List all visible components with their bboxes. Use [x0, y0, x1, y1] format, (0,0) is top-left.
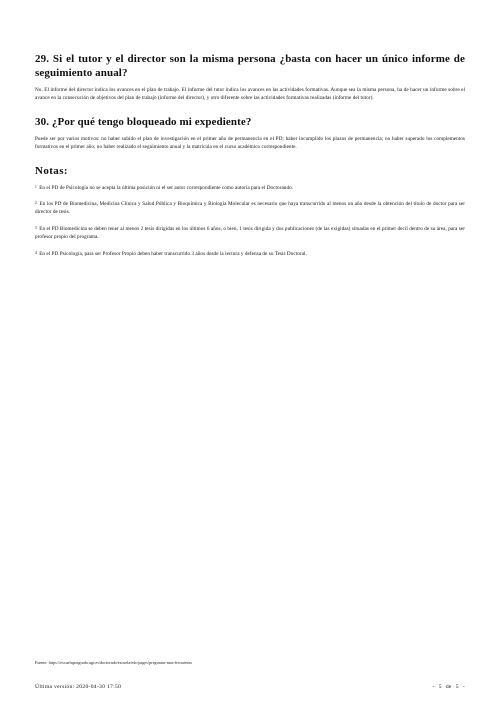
question-29-answer: No. El informe del director indica los avances en el plan de trabajo. El informe del tutor indica los avances en las actividades formativas. Aunque sea la misma persona, ha de hacer un informe sobre el avance en la consecución de objetivos del plan de trabajo (informe del director), y otro diferente sobre las actividades formativas realizadas (informe del tutor). — [35, 87, 465, 102]
page-current: 5 — [438, 684, 442, 690]
page-indicator — [433, 683, 465, 691]
source-url[interactable]: Fuente: https://escuelaposgrado.ugr.es/doctorado/escuela/edc/pages/preguntas-mas-frecuentes — [35, 660, 193, 665]
question-29-title: 29. Si el tutor y el director son la misma persona ¿basta con hacer un único informe de seguimiento anual? — [35, 53, 465, 79]
question-30-title: 30. ¿Por qué tengo bloqueado mi expediente? — [35, 115, 252, 128]
page-of-label: de — [445, 684, 452, 690]
last-version-timestamp: Última versión: 2020-04-30 17:50 — [35, 684, 122, 690]
note-3 — [35, 225, 465, 242]
faq-30 — [35, 115, 465, 152]
faq-29 — [35, 52, 465, 103]
note-3-text: En el PD Biomedicina se deben tener al menos 2 tesis dirigidas en los últimos 6 años, o bien, 1 tesis dirigida y dos publicaciones (de las exigidas) situadas en el primer decil dentro de su área, para ser profesor propio del programa. — [35, 225, 465, 241]
note-2-number: 2 — [35, 201, 37, 206]
note-1 — [35, 184, 465, 192]
page-total: 5 — [455, 684, 459, 690]
note-1-number: 1 — [35, 184, 37, 189]
note-4-text: En el PD Psicología, para ser Profesor Propio deben haber transcurrido 3 años desde la lectura y defensa de su Tesis Doctoral. — [39, 250, 307, 257]
question-30-answer: Puede ser por varios motivos: no haber subido el plan de investigación en el primer año de permanencia en el PD; haber incumplido los plazos de permanencia; no haber superado los complementos formativos en el primer año; no haber realizado el seguimiento anual y la matrícula en el curso académico correspondiente. — [35, 135, 465, 151]
note-2-text: En los PD de Biomedicina, Medicina Clínica y Salud Pública y Bioquímica y Biología Molecular es necesario que haya transcurrido al menos un año desde la obtención del título de doctor para ser director de tesis. — [35, 201, 465, 216]
document-content — [35, 52, 465, 266]
note-1-text: En el PD de Psicología no se acepta la última posición ni el ser autor correspondiente como autoría para el Doctorando. — [39, 184, 294, 191]
note-4-number: 4 — [35, 250, 37, 255]
note-3-number: 3 — [35, 225, 37, 230]
prev-page-symbol: - — [432, 684, 435, 690]
note-4 — [35, 250, 465, 258]
page-footer — [35, 683, 465, 691]
note-2 — [35, 200, 465, 217]
next-page-symbol: - — [462, 684, 465, 690]
notes-heading: Notas: — [35, 164, 68, 177]
notes-section — [35, 164, 465, 258]
